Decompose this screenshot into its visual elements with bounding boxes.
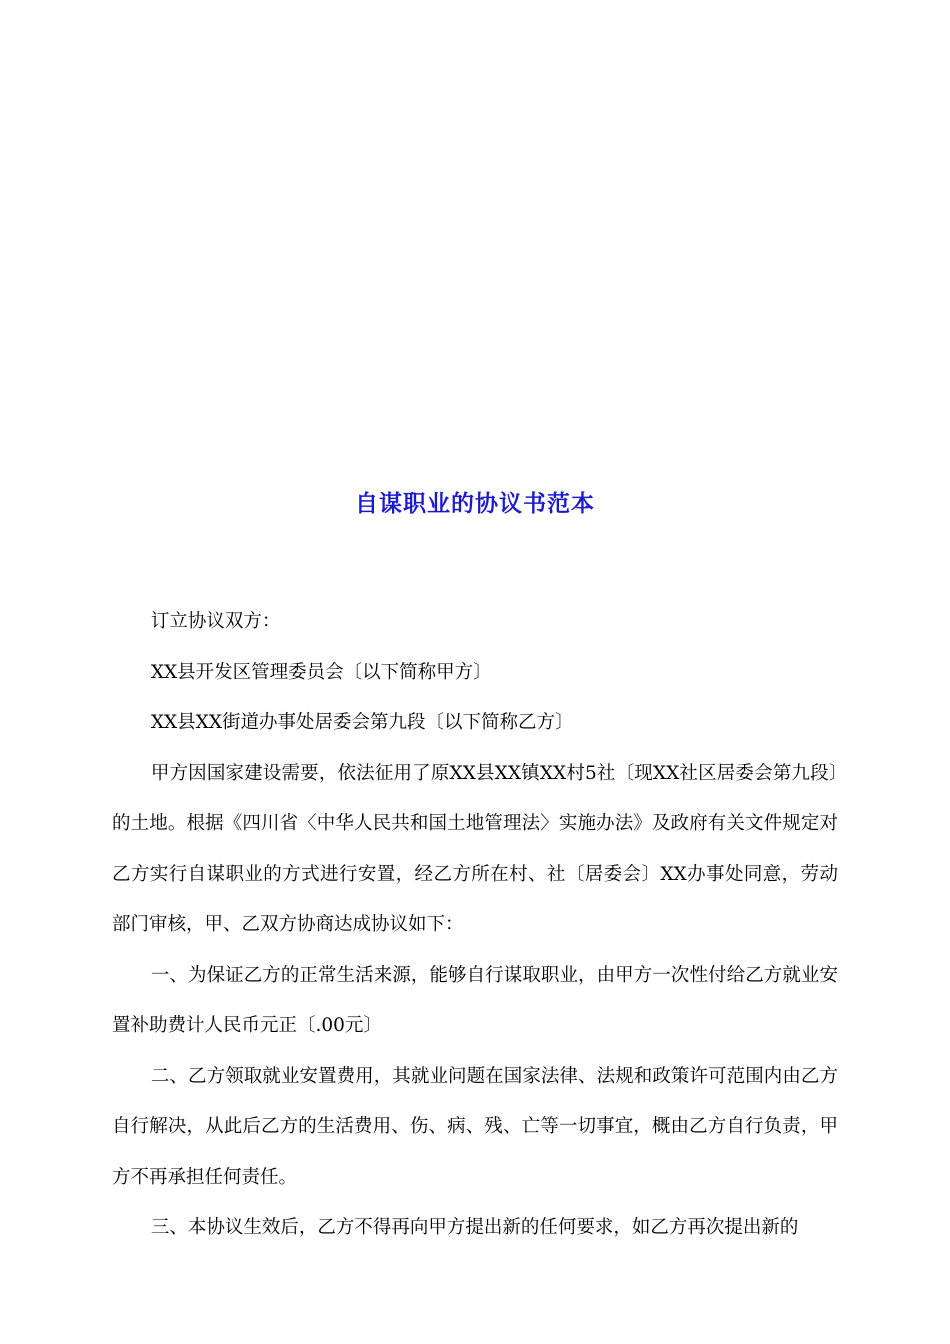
paragraph-clause-1: 一、为保证乙方的正常生活来源，能够自行谋取职业，由甲方一次性付给乙方就业安置补助费计人民币元正〔.00元〕 xyxy=(112,964,838,1036)
paragraph-party-b: XX县XX街道办事处居委会第九段〔以下简称乙方〕 xyxy=(150,712,574,733)
document-title: 自谋职业的协议书范本 xyxy=(355,491,595,517)
paragraph-parties-intro: 订立协议双方： xyxy=(150,611,281,632)
paragraph-party-a: XX县开发区管理委员会〔以下简称甲方〕 xyxy=(150,661,492,683)
document-body xyxy=(112,597,838,1254)
paragraph-background: 甲方因国家建设需要，依法征用了原XX县XX镇XX村5社〔现XX社区居委会第九段〕的土地。根据《四川省〈中华人民共和国土地管理法〉实施办法》及政府有关文件规定对乙方实行自谋职业的方式进行安置，经乙方所在村、社〔居委会〕XX办事处同意，劳动部门审核，甲、乙双方协商达成协议如下： xyxy=(112,762,838,935)
paragraph-clause-2: 二、乙方领取就业安置费用，其就业问题在国家法律、法规和政策许可范围内由乙方自行解决，从此后乙方的生活费用、伤、病、残、亡等一切事宜，概由乙方自行负责，甲方不再承担任何责任。 xyxy=(112,1065,838,1188)
paragraph-clause-3: 三、本协议生效后，乙方不得再向甲方提出新的任何要求，如乙方再次提出新的 xyxy=(150,1217,799,1238)
